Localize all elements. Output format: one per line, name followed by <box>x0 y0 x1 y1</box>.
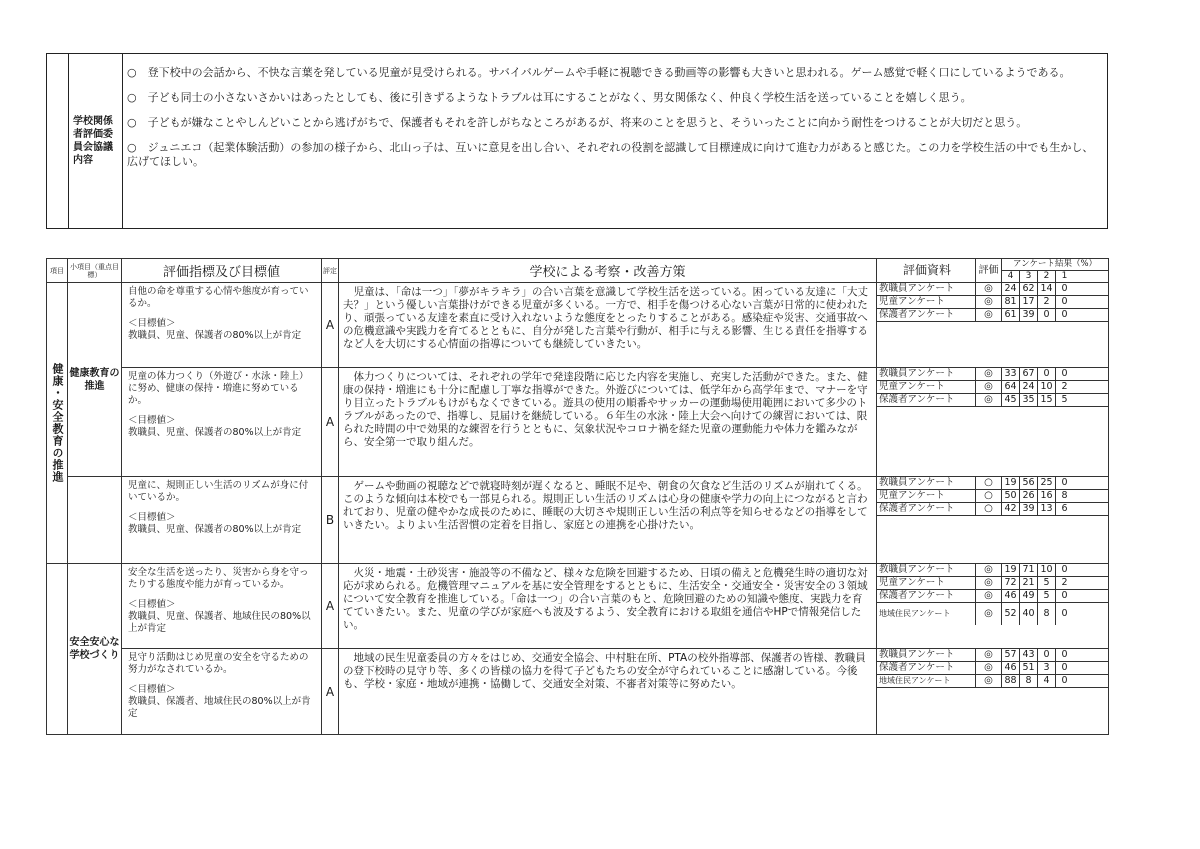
survey-eval: ◎ <box>976 590 1002 602</box>
survey-value: 81 <box>1002 296 1020 308</box>
survey-value: 0 <box>1061 608 1068 619</box>
survey-value: 8 <box>1038 603 1056 625</box>
survey-eval: ◎ <box>976 577 1002 589</box>
survey-eval: ◎ <box>976 283 1002 295</box>
survey-resource: 保護者アンケート <box>877 590 976 602</box>
survey-value: 0 <box>1038 309 1056 321</box>
survey-resource: 教職員アンケート <box>877 283 976 295</box>
survey-value: 61 <box>1002 309 1020 321</box>
header-rating: 評定 <box>322 259 339 283</box>
survey-value: 0 <box>1061 477 1068 488</box>
survey-value: 45 <box>1002 394 1020 406</box>
survey-value: 3 <box>1038 662 1056 674</box>
survey-row <box>877 381 1108 394</box>
survey-value: 4 <box>1038 675 1056 687</box>
scale-label: 1 <box>1061 271 1068 281</box>
sub-cell-empty <box>68 477 122 564</box>
header-eval: 評価 <box>976 259 1002 282</box>
survey-eval: ◎ <box>976 603 1002 625</box>
survey-cell <box>877 649 1109 735</box>
survey-value: 5 <box>1038 577 1056 589</box>
survey-row <box>877 477 1108 490</box>
header-item: 項目 <box>47 259 68 283</box>
category-cell-empty <box>47 564 68 735</box>
survey-row <box>877 283 1108 296</box>
sub-cell: 安全安心な学校づくり <box>68 564 122 735</box>
survey-row <box>877 564 1108 577</box>
survey-value: 0 <box>1061 309 1068 320</box>
survey-resource: 地域住民アンケート <box>877 603 976 625</box>
policy-cell: 児童は、「命は一つ」「夢がキラキラ」の合い言葉を意識して学校生活を送っている。困っている友達に「大丈夫？」という優しい言葉掛けができる児童が多くいる。一方で、相手を傷つける心ない言葉が日常的に使われたり、頑張っている友達を素直に受け入れないような態度をとったりすることがある。感染症や災害、交通事故への危機意識や実践力を育てるとともに、自分が発した言葉や行動が、相手に与える影響、生じる責任を指導するなど人を大切にする心情面の指導についても継続していきたい。 <box>339 283 877 368</box>
survey-value: 0 <box>1038 649 1056 661</box>
indicator-cell <box>122 564 322 649</box>
survey-row <box>877 662 1108 675</box>
rating-cell: A <box>322 564 339 649</box>
policy-cell: ゲームや動画の視聴などで就寝時刻が遅くなると、睡眠不足や、朝食の欠食など生活のリズムが崩れてくる。このような傾向は本校でも一部見られる。規則正しい生活のリズムは心身の健康や学力の向上につながると言われており、児童の健やかな成長のために、睡眠の大切さや規則正しい生活の利点等を知らせるなどの指導をしていきたい。よりよい生活習慣の定着を目指し、家庭との連携を心掛けたい。 <box>339 477 877 564</box>
policy-cell: 地域の民生児童委員の方々をはじめ、交通安全協会、中村駐在所、PTAの校外指導部、保護者の皆様、教職員の登下校時の見守り等、多くの皆様の協力を得て子どもたちの安全が守られていることに感謝している。今後も、学校・家庭・地域が連携・協働して、交通安全対策、不審者対策等に努めたい。 <box>339 649 877 735</box>
scale-label: 4 <box>1002 271 1020 282</box>
goal-text: 教職員、児童、保護者、地域住民の80%以上が肯定 <box>128 611 311 634</box>
council-box <box>46 53 1108 229</box>
survey-value: 5 <box>1038 590 1056 602</box>
policy-cell: 火災・地震・土砂災害・施設等の不備など、様々な危険を回避するため、日頃の備えと危機発生時の適切な対応が求められる。危機管理マニュアルを基に安全管理をするとともに、生活安全・交通安全・災害安全の３領域について安全教育を推進している。「命は一つ」の合い言葉のもと、危険回避のための知識や態度、実践力を育てていきたい。また、児童の学びが家庭へも波及するよう、安全教育における取組を通信やHPで情報発信したい。 <box>339 564 877 649</box>
survey-resource: 保護者アンケート <box>877 309 976 321</box>
survey-value: 72 <box>1002 577 1020 589</box>
survey-eval: ◎ <box>976 381 1002 393</box>
survey-eval: ◎ <box>976 296 1002 308</box>
survey-cell <box>877 283 1109 368</box>
survey-row <box>877 368 1108 381</box>
survey-value: 17 <box>1020 296 1038 308</box>
indicator-text: 見守り活動はじめ児童の安全を守るための努力がなされているか。 <box>128 652 309 675</box>
indicator-text: 児童に、規則正しい生活のリズムが身に付いているか。 <box>128 480 309 503</box>
goal-head: ＜目標値＞ <box>128 415 176 426</box>
survey-row <box>877 675 1108 688</box>
survey-value: 6 <box>1061 503 1068 514</box>
survey-cell <box>877 477 1109 564</box>
survey-value: 16 <box>1038 490 1056 502</box>
survey-eval: ○ <box>976 477 1002 489</box>
indicator-text: 児童の体力つくり（外遊び・水泳・陸上）に努め、健康の保持・増進に努めているか。 <box>128 371 309 406</box>
survey-resource: 児童アンケート <box>877 296 976 308</box>
council-label: 学校関係者評価委員会協議内容 <box>69 54 123 228</box>
survey-value: 67 <box>1020 368 1038 380</box>
goal-text: 教職員、児童、保護者の80%以上が肯定 <box>128 427 302 438</box>
survey-cell <box>877 564 1109 649</box>
table-row <box>47 368 1109 477</box>
survey-value: 0 <box>1061 283 1068 294</box>
survey-value: 2 <box>1061 381 1068 392</box>
survey-eval: ◎ <box>976 675 1002 687</box>
survey-eval: ◎ <box>976 662 1002 674</box>
header-policy: 学校による考察・改善方策 <box>339 259 877 283</box>
table-row <box>47 649 1109 735</box>
survey-resource: 児童アンケート <box>877 381 976 393</box>
survey-value: 0 <box>1061 564 1068 575</box>
survey-resource: 教職員アンケート <box>877 564 976 576</box>
survey-value: 8 <box>1061 490 1068 501</box>
header-indicator: 評価指標及び目標値 <box>122 259 322 283</box>
survey-value: 19 <box>1002 477 1020 489</box>
survey-eval: ◎ <box>976 309 1002 321</box>
goal-head: ＜目標値＞ <box>128 684 176 695</box>
survey-value: 24 <box>1002 283 1020 295</box>
survey-value: 19 <box>1002 564 1020 576</box>
header-survey-inner <box>877 259 1108 282</box>
survey-value: 64 <box>1002 381 1020 393</box>
survey-value: 39 <box>1020 503 1038 515</box>
rating-cell: A <box>322 649 339 735</box>
table-row <box>47 564 1109 649</box>
survey-row <box>877 309 1108 322</box>
goal-head: ＜目標値＞ <box>128 318 176 329</box>
survey-value: 14 <box>1038 283 1056 295</box>
council-spacer <box>47 54 69 228</box>
survey-value: 42 <box>1002 503 1020 515</box>
indicator-text: 自他の命を尊重する心情や態度が育っているか。 <box>128 286 309 309</box>
survey-eval: ○ <box>976 490 1002 502</box>
survey-resource: 保護者アンケート <box>877 394 976 406</box>
survey-value: 35 <box>1020 394 1038 406</box>
survey-resource: 児童アンケート <box>877 490 976 502</box>
survey-row <box>877 649 1108 662</box>
goal-text: 教職員、保護者、地域住民の80%以上が肯定 <box>128 696 311 719</box>
survey-value: 50 <box>1002 490 1020 502</box>
table-row <box>47 477 1109 564</box>
survey-row <box>877 296 1108 309</box>
survey-value: 13 <box>1038 503 1056 515</box>
survey-resource: 教職員アンケート <box>877 649 976 661</box>
survey-resource: 地域住民アンケート <box>877 675 976 687</box>
survey-value: 71 <box>1020 564 1038 576</box>
goal-text: 教職員、児童、保護者の80%以上が肯定 <box>128 524 302 535</box>
header-resource: 評価資料 <box>877 259 976 282</box>
goal-head: ＜目標値＞ <box>128 512 176 523</box>
evaluation-table <box>46 258 1109 735</box>
survey-eval: ◎ <box>976 564 1002 576</box>
indicator-cell <box>122 649 322 735</box>
rating-cell: A <box>322 368 339 477</box>
survey-value: 8 <box>1020 675 1038 687</box>
survey-eval: ◎ <box>976 368 1002 380</box>
sub-cell: 健康教育の推進 <box>68 283 122 477</box>
survey-value: 0 <box>1061 590 1068 601</box>
council-body <box>123 54 1107 228</box>
survey-row <box>877 577 1108 590</box>
survey-resource: 教職員アンケート <box>877 368 976 380</box>
survey-value: 21 <box>1020 577 1038 589</box>
survey-value: 26 <box>1020 490 1038 502</box>
survey-value: 0 <box>1061 675 1068 686</box>
scale-label: 3 <box>1020 271 1038 282</box>
survey-value: 0 <box>1061 296 1068 307</box>
survey-eval: ○ <box>976 503 1002 515</box>
survey-value: 51 <box>1020 662 1038 674</box>
indicator-text: 安全な生活を送ったり、災害から身を守ったりする態度や能力が育っているか。 <box>128 567 309 590</box>
table-row <box>47 283 1109 368</box>
survey-resource: 保護者アンケート <box>877 662 976 674</box>
goal-head: ＜目標値＞ <box>128 599 176 610</box>
survey-eval: ◎ <box>976 394 1002 406</box>
category-cell: 健康・安全教育の推進 <box>47 283 68 564</box>
survey-value: 39 <box>1020 309 1038 321</box>
council-item: ○ ジュニエコ（起業体験活動）の参加の様子から、北山っ子は、互いに意見を出し合い、それぞれの役割を認識して目標達成に向けて進む力があると感じた。この力を学校生活の中でも生かし、広げてほしい。 <box>127 141 1094 168</box>
survey-value: 5 <box>1061 394 1068 405</box>
survey-row <box>877 603 1108 625</box>
header-scale-block <box>1002 259 1108 282</box>
header-survey-title: アンケート結果（%） <box>1002 259 1108 271</box>
survey-row <box>877 503 1108 516</box>
survey-row <box>877 394 1108 407</box>
survey-value: 10 <box>1038 564 1056 576</box>
survey-value: 0 <box>1061 662 1068 673</box>
survey-value: 43 <box>1020 649 1038 661</box>
survey-value: 52 <box>1002 603 1020 625</box>
survey-value: 46 <box>1002 590 1020 602</box>
survey-resource: 教職員アンケート <box>877 477 976 489</box>
rating-cell: B <box>322 477 339 564</box>
header-row <box>47 259 1109 283</box>
header-scale <box>1002 271 1108 282</box>
indicator-cell <box>122 368 322 477</box>
scale-label: 2 <box>1038 271 1056 282</box>
survey-row <box>877 490 1108 503</box>
survey-value: 49 <box>1020 590 1038 602</box>
survey-value: 10 <box>1038 381 1056 393</box>
survey-value: 2 <box>1061 577 1068 588</box>
survey-value: 0 <box>1061 649 1068 660</box>
survey-value: 40 <box>1020 603 1038 625</box>
survey-value: 15 <box>1038 394 1056 406</box>
survey-value: 46 <box>1002 662 1020 674</box>
survey-value: 2 <box>1038 296 1056 308</box>
survey-value: 57 <box>1002 649 1020 661</box>
survey-value: 62 <box>1020 283 1038 295</box>
survey-value: 0 <box>1038 368 1056 380</box>
header-survey <box>877 259 1109 283</box>
survey-value: 25 <box>1038 477 1056 489</box>
indicator-cell <box>122 283 322 368</box>
header-sub: 小項目（重点目標） <box>68 259 122 283</box>
policy-cell: 体力つくりについては、それぞれの学年で発達段階に応じた内容を実施し、充実した活動ができた。また、健康の保持・増進にも十分に配慮し丁寧な指導ができた。外遊びについては、低学年から高学年まで、マナーを守り目立ったトラブルもけがもなくできている。遊具の使用の順番やサッカーの運動場使用範囲において多少のトラブルがあったので、指導し、見届けを継続している。６年生の水泳・陸上大会へ向けての練習においては、限られた時間の中で効果的な練習を行うとともに、気象状況やコロナ禍を経た児童の運動能力や体力を鑑みながら、安全第一で取り組んだ。 <box>339 368 877 477</box>
survey-row <box>877 590 1108 603</box>
survey-value: 0 <box>1061 368 1068 379</box>
survey-value: 33 <box>1002 368 1020 380</box>
survey-resource: 児童アンケート <box>877 577 976 589</box>
rating-cell: A <box>322 283 339 368</box>
survey-resource: 保護者アンケート <box>877 503 976 515</box>
survey-eval: ◎ <box>976 649 1002 661</box>
council-item: ○ 子どもが嫌なことやしんどいことから逃げがちで、保護者もそれを許しがちなところがあるが、将来のことを思うと、そういったことに向かう耐性をつけることが大切だと思う。 <box>127 116 1028 129</box>
council-item: ○ 登下校中の会話から、不快な言葉を発している児童が見受けられる。サバイバルゲームや手軽に視聴できる動画等の影響も大きいと思われる。ゲーム感覚で軽く口にしているようである。 <box>127 66 1071 79</box>
survey-cell <box>877 368 1109 477</box>
council-item: ○ 子ども同士の小さないさかいはあったとしても、後に引きずるようなトラブルは耳にすることがなく、男女関係なく、仲良く学校生活を送っていることを嬉しく思う。 <box>127 91 972 104</box>
goal-text: 教職員、児童、保護者の80%以上が肯定 <box>128 330 302 341</box>
survey-value: 88 <box>1002 675 1020 687</box>
survey-value: 24 <box>1020 381 1038 393</box>
survey-value: 56 <box>1020 477 1038 489</box>
indicator-cell <box>122 477 322 564</box>
